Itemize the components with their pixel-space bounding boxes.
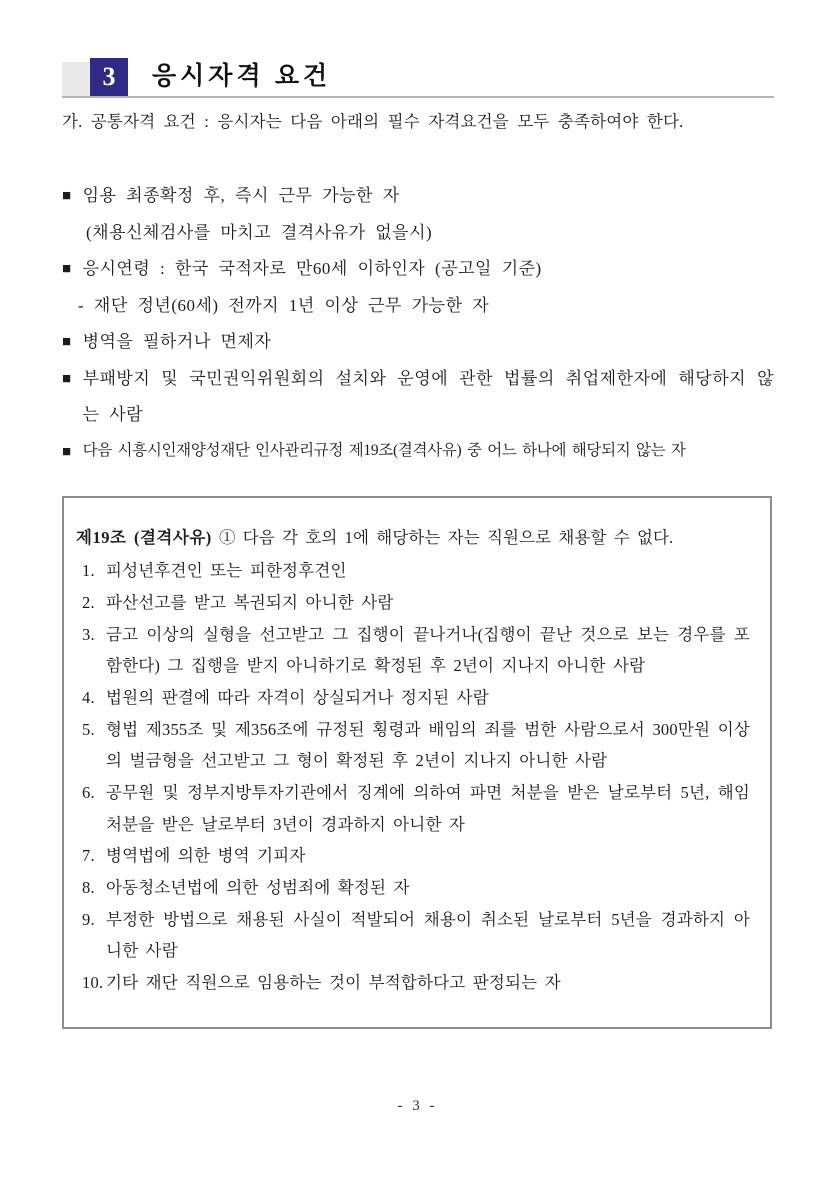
clause-text: 병역법에 의한 병역 기피자 [106,846,306,866]
article-clause [76,619,754,682]
bullet-square-icon: ■ [62,261,72,278]
clause-number: 4. [82,687,95,707]
clause-number: 2. [82,592,95,612]
article-heading [76,522,754,553]
bullet-square-icon: ■ [62,334,72,351]
list-item-text: 응시연령 : 한국 국적자로 만60세 이하인자 (공고일 기준) [82,259,542,279]
article-clause [76,682,754,714]
section-badge-prefix [62,62,90,96]
list-item-text: 임용 최종확정 후, 즉시 근무 가능한 자 [82,186,400,205]
article-clause [76,587,754,619]
article-clause [76,967,754,999]
article-clause [76,777,754,840]
list-item-text: 부패방지 및 국민권익위원회의 설치와 운영에 관한 법률의 취업제한자에 해당하지 않는 사람 [82,368,774,425]
article-clause [76,714,754,777]
list-item [62,434,774,470]
article-19-box [62,496,772,1029]
bullet-square-icon: ■ [62,443,72,460]
clause-text: 법원의 판결에 따라 자격이 상실되거나 정지된 사람 [106,687,489,707]
article-clause [76,904,754,967]
clause-number: 7. [82,846,95,866]
clause-number: 10. [82,972,104,992]
requirement-list [62,178,774,470]
list-item-subtext: (채용신체검사를 마치고 결격사유가 없을시) [86,222,433,242]
article-heading-text: ① 다음 각 호의 1에 해당하는 자는 직원으로 채용할 수 없다. [211,527,674,547]
section-header [62,58,774,98]
article-clause [76,840,754,872]
bullet-square-icon: ■ [62,188,72,204]
clause-text: 피성년후견인 또는 피한정후견인 [106,561,347,581]
clause-text: 기타 재단 직원으로 임용하는 것이 부적합하다고 판정되는 자 [106,972,561,992]
clause-text: 파산선고를 받고 복권되지 아니한 사람 [106,592,394,612]
clause-number: 9. [82,909,95,929]
bullet-square-icon: ■ [62,370,72,387]
intro-paragraph: 가. 공통자격 요건 : 응시자는 다음 아래의 필수 자격요건을 모두 충족하여야 한다. [62,112,684,131]
page-number: - 3 - [397,1098,438,1114]
page-content [62,58,774,1029]
list-item-text: 다음 시흥시인재양성재단 인사관리규정 제19조(결격사유) 중 어느 하나에 해당되지 않는 자 [82,441,686,459]
list-item-subtext: - 재단 정년(60세) 전까지 1년 이상 근무 가능한 자 [78,295,490,315]
clause-number: 5. [82,719,95,739]
clause-text: 형법 제355조 및 제356조에 규정된 횡령과 배임의 죄를 범한 사람으로서 300만원 이상의 벌금형을 선고받고 그 형이 확정된 후 2년이 지나지 아니한 사람 [106,719,750,771]
clause-number: 1. [82,561,95,581]
clause-text: 공무원 및 정부지방투자기관에서 징계에 의하여 파면 처분을 받은 날로부터 5년, 해임처분을 받은 날로부터 3년이 경과하지 아니한 자 [106,782,750,834]
list-item-text: 병역을 필하거나 면제자 [82,332,272,352]
article-clause [76,555,754,587]
list-item [62,361,774,434]
list-item [62,178,774,215]
clause-number: 8. [82,877,95,897]
clause-number: 6. [82,782,95,802]
clause-text: 금고 이상의 실형을 선고받고 그 집행이 끝나거나(집행이 끝난 것으로 보는 경우를 포함한다) 그 집행을 받지 아니하기로 확정된 후 2년이 지나지 아니한 사람 [106,624,750,676]
article-clause [76,872,754,904]
list-item [62,324,774,361]
list-item [62,251,774,288]
article-heading-title: 제19조 (결격사유) [76,527,212,547]
clause-text: 아동청소년법에 의한 성범죄에 확정된 자 [106,877,410,897]
section-number-badge: 3 [90,58,128,96]
section-title: 응시자격 요건 [152,63,332,90]
clause-number: 3. [82,624,95,644]
clause-text: 부정한 방법으로 채용된 사실이 적발되어 채용이 취소된 날로부터 5년을 경과하지 아니한 사람 [106,909,750,961]
